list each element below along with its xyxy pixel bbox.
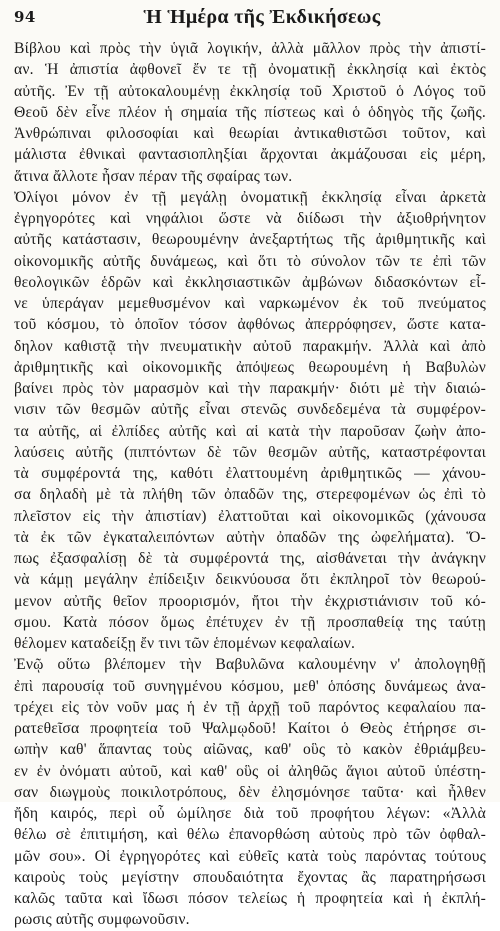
text-line: μάλιστα ἐθνικαὶ φαντασιοπληξίαι ἄρχονται ἀκμάζουσαι εἰς μέρη,	[14, 146, 486, 164]
text-line: σα δηλαδὴ μὲ τὰ πλήθη τῶν ὀπαδῶν της, στερεφομένων ὡς ἐπὶ τὸ	[14, 486, 486, 504]
text-line: δηλον καθιστᾷ τὴν πνευματικὴν αὐτοῦ παρακμήν. Ἀλλὰ καὶ ἀπὸ	[14, 337, 486, 355]
text-line: μῶν σου». Οἱ ἐγρηγορότες καὶ εὐθεῖς κατὰ τοὺς παρόντας τούτους	[14, 847, 486, 865]
text-line: οἰκονομικῆς αὐτῆς δυνάμεως, καὶ ὅτι τὸ σύνολον τῶν τε ἐπὶ τῶν	[14, 252, 486, 270]
page-number: 94	[14, 8, 36, 26]
text-line: ἤδη καιρός, περὶ οὗ ὡμίλησε διὰ τοῦ προφήτου λέγων: «Ἀλλὰ	[14, 805, 486, 822]
text-line: θέλω σὲ ἐπιτιμήση, καὶ θέλω ἐπανορθώση αὐτοὺς πρὸ τῶν ὀφθαλ-	[14, 826, 486, 844]
text-line: θεολογικῶν ἑδρῶν καὶ ἐκκλησιαστικῶν ἀμβώνων διδασκόντων εἶ-	[14, 273, 486, 291]
text-line: μενον αὐτῆς θεῖον προορισμόν, ἤτοι τὴν ἐκχριστιάνισιν τοῦ κό-	[14, 592, 486, 610]
text-line: τα αὐτῆς, αἱ ἐλπίδες αὐτῆς καὶ αἱ κατὰ τὴν παροῦσαν ζωὴν ἀπο-	[14, 422, 486, 440]
text-line: τὰ συμφέροντά της, καθότι ἐλαττουμένη ἀριθμητικῶς — χάνου-	[14, 465, 486, 482]
text-line: ἐπὶ παρουσίᾳ τοῦ συνηγμένου κόσμου, μεθ' ὁπόσης δυνάμεως ἀνα-	[14, 677, 486, 695]
text-line: Βίβλου καὶ πρὸς τὴν ὑγιᾶ λογικήν, ἀλλὰ μᾶλλον πρὸς τὴν ἀπιστί-	[14, 40, 486, 57]
text-line: τὰ ἐκ τῶν ἐγκαταλειπόντων αὐτὴν ὀπαδῶν της ὠφελήματα). Ὅ-	[14, 528, 486, 546]
text-line: εν ἐν ὀνόματι αὐτοῦ, καὶ καθ' οὓς οἱ ἀληθῶς ἅγιοι αὐτοῦ ὑπέστη-	[14, 762, 486, 780]
text-line: Ἐνῷ οὕτω βλέπομεν τὴν Βαβυλῶνα καλουμένην ν' ἀπολογηθῇ	[14, 656, 486, 674]
text-line: νισιν τῶν θεσμῶν αὐτῆς εἶναι στενῶς συνδεδεμένα τὰ συμφέρον-	[14, 401, 486, 419]
text-line: ἐγρηγορότες καὶ νηφάλιοι ὥστε νὰ διίδωσι τὴν ἀξιοθρήνητον	[14, 210, 486, 227]
body-text	[14, 38, 486, 931]
text-line: πλεῖστον εἰς τὴν ἀπιστίαν) ἐλαττοῦται καὶ οἰκονομικῶς (χάνουσα	[14, 507, 486, 525]
text-line: τοῦ κόσμου, τὸ ὁποῖον τόσον ἀφθόνως ἀπερρόφησεν, ὥστε κατα-	[14, 316, 486, 334]
text-line: ωπὴν καθ' ἅπαντας τοὺς αἰῶνας, καθ' οὓς τὸ κακὸν ἐθριάμβευ-	[14, 741, 486, 759]
text-line: αὐτῆς. Ἐν τῇ αὐτοκαλουμένῃ ἐκκλησίᾳ τοῦ Χριστοῦ ὁ Λόγος τοῦ	[14, 82, 486, 100]
text-line: ρατεθεῖσα προφητεία τοῦ Ψαλμῳδοῦ! Καίτοι ὁ Θεὸς ἐτήρησε σι-	[14, 720, 486, 737]
text-line: καιροὺς τοὺς μεγίστην σπουδαιότητα ἔχοντας ἂς παρατηρήσωσι	[14, 868, 486, 886]
text-line: Ἀνθρώπιναι φιλοσοφίαι καὶ θεωρίαι ἀντικαθιστῶσι τοῦτον, καὶ	[14, 125, 486, 142]
text-line: τρέχει εἰς τὸν νοῦν μας ἡ ἐν τῇ ἀρχῇ τοῦ παρόντος κεφαλαίου πα-	[14, 698, 486, 716]
running-title: Ἡ Ἡμέρα τῆς Ἐκδικήσεως	[143, 6, 381, 28]
text-line: νε ὑπεράγαν μεμεθυσμένον καὶ ναρκωμένον ἐκ τοῦ πνεύματος	[14, 295, 486, 312]
text-line: ἀριθμητικῆς καὶ οἰκονομικῆς ἀπόψεως θεωρουμένη ἡ Βαβυλὼν	[14, 358, 486, 376]
text-line: Θεοῦ δὲν εἶνε πλέον ἡ σημαία τῆς πίστεως καὶ ὁ ὁδηγὸς τῆς ζωῆς.	[14, 103, 486, 121]
text-line: λαύσεις αὐτῆς (πιπτόντων δὲ τῶν θεσμῶν αὐτῆς, καταστρέφονται	[14, 443, 486, 461]
text-line: ἅτινα ἄλλοτε ἦσαν πέραν τῆς σφαίρας των.	[14, 167, 293, 185]
text-line: σμου. Κατὰ πόσον ὅμως ἐπέτυχεν ἐν τῇ προσπαθείᾳ της ταύτῃ	[14, 613, 486, 631]
running-header	[14, 4, 486, 30]
text-line: αν. Ἡ ἀπιστία ἀφθονεῖ ἔν τε τῇ ὀνοματικῇ ἐκκλησίᾳ καὶ ἐκτὸς	[14, 61, 486, 79]
text-line: Ὀλίγοι μόνον ἐν τῇ μεγάλῃ ὀνοματικῇ ἐκκλησίᾳ εἶναι ἀρκετὰ	[14, 188, 486, 206]
text-line: καλῶς ταῦτα καὶ ἴδωσι πόσον τελείως ἡ προφητεία καὶ ἡ ἐκπλή-	[14, 890, 486, 907]
text-line: ρωσις αὐτῆς συμφωνοῦσιν.	[14, 911, 190, 929]
text-line: αὐτῆς κατάστασιν, θεωρουμένην ἀνεξαρτήτως τῆς ἀριθμητικῆς καὶ	[14, 231, 486, 249]
text-line: θέλομεν καταδείξῃ ἔν τινι τῶν ἑπομένων κεφαλαίων.	[14, 635, 356, 652]
text-line: σαν διωγμοὺς ποικιλοτρόπους, δὲν ἐλησμόνησε ταῦτα· καὶ ἦλθεν	[14, 783, 486, 801]
text-line: πως ἐξασφαλίσῃ δὲ τὰ συμφέροντά της, αἰσθάνεται τὴν ἀνάγκην	[14, 550, 486, 567]
text-line: νὰ κάμῃ μεγάλην ἐπίδειξιν δεικνύουσα ὅτι ἐκπληροῖ τὸν θεωρού-	[14, 571, 486, 589]
text-line: βαίνει πρὸς τὸν μαρασμὸν καὶ τὴν παρακμήν· διότι μὲ τὴν διαιώ-	[14, 380, 486, 397]
